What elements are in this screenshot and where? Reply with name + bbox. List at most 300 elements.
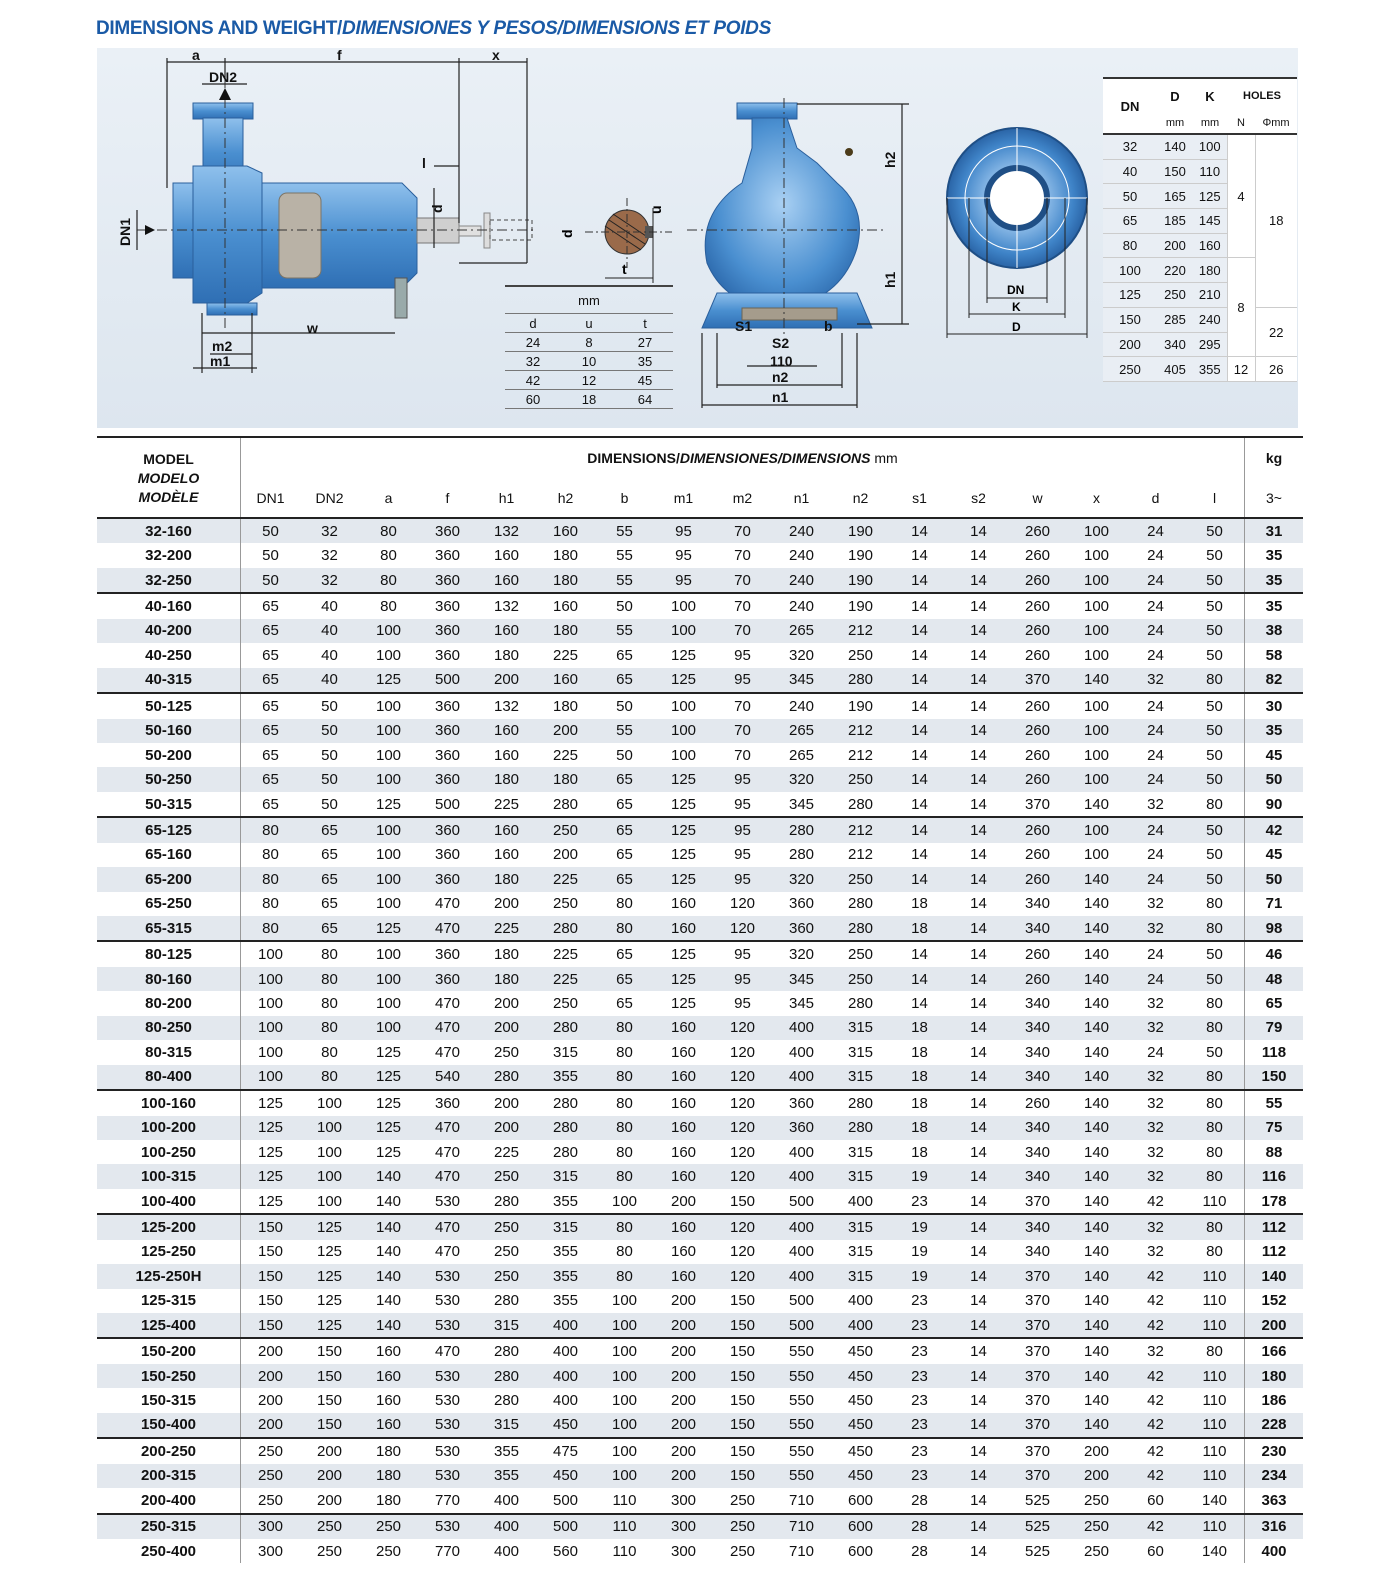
column-header-w: w [1032,489,1043,506]
model-cell: 65-250 [97,892,241,916]
dimension-cell: 125 [654,817,713,842]
table-row [97,1116,1303,1140]
dimension-cell: 280 [477,1065,536,1090]
dimension-cell: 14 [949,1413,1008,1438]
dimension-cell: 260 [1008,1090,1067,1115]
dimension-cell: 65 [616,995,633,1013]
dimension-cell: 360 [772,916,831,941]
label-s2: S2 [772,335,790,351]
flange-cell-dn: 200 [1103,332,1157,357]
dimension-cell: 360 [418,867,477,891]
dimension-cell: 100 [611,1392,638,1410]
weight-cell: 55 [1245,1090,1304,1115]
dimension-cell: 320 [772,767,831,791]
dimension-cell: 360 [418,693,477,718]
dimension-cell: 18 [890,916,949,941]
dimension-cell: 360 [434,547,461,565]
dimension-cell: 190 [831,693,890,718]
model-cell: 65-125 [97,817,241,842]
model-cell: 40-160 [97,593,241,618]
dimension-cell: 500 [788,1192,815,1210]
dimension-cell: 120 [729,1143,756,1161]
dimension-cell: 500 [418,668,477,693]
table-row [97,619,1303,643]
dimension-cell: 32 [1147,995,1164,1013]
dimension-cell: 24 [1126,518,1185,543]
column-header-f: f [445,489,450,506]
dimension-cell: 42 [1126,1438,1185,1463]
table-row [97,1090,1303,1115]
dimension-cell: 340 [1024,1143,1051,1161]
table-row [97,743,1303,767]
dimension-cell: 250 [713,1514,772,1539]
dimension-cell: 710 [788,1491,815,1509]
dimension-cell: 212 [847,846,874,864]
dimensions-group-header: DIMENSIONS/DIMENSIONES/DIMENSIONS mm [241,437,1245,478]
dimension-cell: 14 [949,1090,1008,1115]
dimension-cell: 340 [1024,995,1051,1013]
flange-holes-n: 8 [1227,258,1255,357]
dimension-cell: 315 [847,1143,874,1161]
model-cell: 80-200 [97,991,241,1015]
dimension-cell: 42 [1126,1413,1185,1438]
shaft-dimensions-table [505,285,673,409]
dimension-cell: 140 [1067,1264,1126,1288]
model-cell: 100-250 [97,1140,241,1164]
weight-cell: 200 [1245,1313,1304,1338]
dimension-cell: 65 [321,846,338,864]
dimension-cell: 212 [831,817,890,842]
dimension-cell: 110 [1185,1364,1245,1388]
weight-cell: 30 [1245,693,1304,718]
dimension-cell: 160 [536,518,595,543]
dimension-cell: 280 [477,1364,536,1388]
flange-cell-k: 180 [1193,258,1227,283]
weight-cell: 45 [1245,843,1304,867]
dimension-cell: 80 [595,916,654,941]
dimension-cell: 65 [595,817,654,842]
dimension-cell: 120 [729,895,756,913]
dimension-cell: 100 [1067,568,1126,593]
dimension-cell: 260 [1008,518,1067,543]
dimension-cell: 120 [713,1264,772,1288]
dimension-cell: 250 [729,1542,756,1560]
flange-cell-d: 220 [1157,258,1193,283]
dimension-cell: 450 [831,1364,890,1388]
dimension-cell: 400 [831,1313,890,1338]
dimension-cell: 370 [1008,668,1067,693]
dimension-cell: 280 [536,916,595,941]
dimension-cell: 110 [1185,1313,1245,1338]
dimension-cell: 160 [477,619,536,643]
dimension-cell: 120 [729,1243,756,1261]
dimension-cell: 180 [536,767,595,791]
dimension-cell: 120 [713,1214,772,1239]
dimension-cell: 125 [316,1243,343,1261]
dimension-cell: 140 [1067,668,1126,693]
weight-cell: 45 [1245,743,1304,767]
dimension-cell: 28 [890,1514,949,1539]
dimension-cell: 200 [477,1090,536,1115]
dimension-cell: 80 [595,1214,654,1239]
shaft-cell: 24 [505,333,561,352]
dimension-cell: 132 [477,593,536,618]
dimension-cell: 24 [1147,1043,1164,1061]
weight-cell: 35 [1245,543,1304,567]
model-cell: 50-200 [97,743,241,767]
dimension-cell: 120 [713,1164,772,1188]
dimension-cell: 345 [788,995,815,1013]
dimension-cell: 530 [418,1313,477,1338]
dimension-cell: 80 [1206,995,1223,1013]
model-cell: 125-400 [97,1313,241,1338]
dimension-cell: 100 [316,1143,343,1161]
dimension-cell: 100 [359,767,418,791]
flange-cell-k: 100 [1193,134,1227,159]
table-row [97,867,1303,891]
dimension-cell: 370 [1008,1264,1067,1288]
dimension-cell: 100 [359,867,418,891]
dimension-cell: 50 [241,568,301,593]
dimension-cell: 360 [434,846,461,864]
dimension-cell: 140 [375,1243,402,1261]
model-cell: 50-315 [97,792,241,817]
dimension-cell: 250 [831,867,890,891]
dimension-cell: 250 [831,967,890,991]
dimension-cell: 280 [493,1392,520,1410]
flange-cell-k: 355 [1193,357,1227,382]
dimension-cell: 50 [300,719,359,743]
model-head-en: MODEL [143,451,194,467]
dimension-cell: 19 [911,1243,928,1261]
dimension-cell: 125 [359,668,418,693]
weight-cell: 150 [1245,1065,1304,1090]
dimension-cell: 70 [713,518,772,543]
dimension-cell: 80 [1185,1116,1245,1140]
dimension-cell: 200 [654,1338,713,1363]
column-header-l: l [1212,489,1217,506]
dimension-cell: 400 [772,1164,831,1188]
dimension-cell: 100 [654,619,713,643]
dimension-cell: 250 [1083,1491,1110,1509]
dimension-cell: 150 [729,1392,756,1410]
dimension-cell: 100 [359,941,418,966]
flange-drawing [947,128,1087,338]
dimension-cell: 125 [670,795,697,813]
dimension-cell: 140 [1067,1090,1126,1115]
dimension-cell: 100 [257,1043,284,1061]
dimension-cell: 65 [321,895,338,913]
dimension-cell: 260 [1008,693,1067,718]
weight-cell: 90 [1245,792,1304,817]
dimension-cell: 14 [949,1338,1008,1363]
weight-cell: 152 [1245,1289,1304,1313]
dimension-cell: 100 [375,646,402,664]
dimension-cell: 125 [257,1143,284,1161]
dimension-cell: 14 [949,1464,1008,1488]
dimension-cell: 32 [1147,1143,1164,1161]
dimension-cell: 200 [241,1413,301,1438]
dimension-cell: 80 [1185,916,1245,941]
dimension-cell: 14 [949,1164,1008,1188]
dimension-cell: 80 [595,1116,654,1140]
table-row [97,518,1303,543]
weight-cell: 82 [1245,668,1304,693]
dimension-cell: 140 [375,1292,402,1310]
column-header-d: d [1151,489,1160,506]
dimension-cell: 125 [670,995,697,1013]
table-row [97,1388,1303,1412]
dimension-cell: 340 [1024,1043,1051,1061]
dimension-cell: 24 [1126,593,1185,618]
dimension-cell: 32 [1126,1164,1185,1188]
dimension-cell: 50 [1206,746,1223,764]
dimension-cell: 400 [493,1542,520,1560]
dimension-cell: 190 [831,593,890,618]
dimension-cell: 260 [1024,646,1051,664]
dimension-cell: 65 [595,867,654,891]
dimension-cell: 70 [713,719,772,743]
dimension-cell: 265 [772,719,831,743]
dimension-cell: 65 [616,795,633,813]
dimension-cell: 400 [772,1264,831,1288]
dimension-cell: 125 [300,1214,359,1239]
flange-sub-phi: Φmm [1255,113,1297,134]
dimension-cell: 530 [418,1514,477,1539]
weight-cell: 88 [1245,1140,1304,1164]
dimension-cell: 14 [970,795,987,813]
dimension-cell: 14 [970,1192,987,1210]
dimension-cell: 280 [847,795,874,813]
dimension-cell: 50 [1185,817,1245,842]
dimension-cell: 180 [477,967,536,991]
dimension-cell: 280 [831,916,890,941]
dimension-cell: 14 [949,518,1008,543]
table-row [97,967,1303,991]
pump-front-view [687,98,887,338]
table-row [97,1364,1303,1388]
dimension-cell: 140 [1083,1143,1110,1161]
dimension-cell: 150 [713,1313,772,1338]
model-cell: 32-250 [97,568,241,593]
dimension-cell: 32 [300,518,359,543]
dimension-cell: 140 [1083,1243,1110,1261]
flange-cell-d: 140 [1157,134,1193,159]
dimension-cell: 470 [418,1164,477,1188]
flange-holes-n: 4 [1227,134,1255,258]
weight-cell: 48 [1245,967,1304,991]
model-cell: 250-400 [97,1539,241,1563]
dimension-cell: 280 [831,668,890,693]
flange-header-holes: HOLES [1227,78,1297,113]
dimension-cell: 14 [970,1542,987,1560]
dimension-cell: 50 [1185,719,1245,743]
table-row [97,719,1303,743]
dimension-cell: 80 [1185,1016,1245,1040]
flange-cell-k: 125 [1193,184,1227,209]
dimension-cell: 125 [300,1313,359,1338]
dimension-cell: 370 [1008,1313,1067,1338]
dimension-cell: 100 [375,895,402,913]
dimension-cell: 95 [654,568,713,593]
dimension-cell: 250 [493,1043,520,1061]
dimension-cell: 320 [788,646,815,664]
dimension-cell: 70 [713,693,772,718]
dimension-cell: 95 [713,941,772,966]
dimension-cell: 250 [477,1214,536,1239]
dimension-cell: 100 [316,1192,343,1210]
dimension-cell: 360 [772,1090,831,1115]
dimension-cell: 400 [847,1192,874,1210]
dimension-cell: 14 [949,1016,1008,1040]
shaft-cell: 12 [561,371,617,390]
dimension-cell: 150 [257,1243,284,1261]
dimension-cell: 140 [1067,916,1126,941]
dimension-cell: 500 [772,1313,831,1338]
model-cell: 65-315 [97,916,241,941]
dimension-cell: 95 [654,518,713,543]
dimension-cell: 125 [375,1143,402,1161]
dimension-cell: 42 [1126,1514,1185,1539]
model-cell: 250-315 [97,1514,241,1539]
dimension-cell: 14 [949,1514,1008,1539]
dimension-cell: 240 [788,547,815,565]
flange-sub-d: mm [1157,113,1193,134]
dimension-cell: 200 [552,846,579,864]
dimension-cell: 470 [418,1338,477,1363]
dimension-cell: 14 [890,941,949,966]
dimension-cell: 225 [536,941,595,966]
dimension-cell: 24 [1147,846,1164,864]
dimension-cell: 100 [1067,593,1126,618]
dimension-cell: 32 [321,547,338,565]
model-cell: 125-200 [97,1214,241,1239]
dimension-cell: 450 [831,1338,890,1363]
shaft-cell: 32 [505,352,561,371]
label-u: u [648,205,664,214]
dimension-cell: 125 [241,1116,301,1140]
dimension-cell: 225 [536,967,595,991]
dimension-cell: 50 [262,547,279,565]
dimension-cell: 150 [300,1364,359,1388]
dimension-cell: 340 [1008,1116,1067,1140]
dimension-cell: 24 [1126,568,1185,593]
dimension-cell: 50 [595,693,654,718]
dimension-cell: 180 [359,1464,418,1488]
dimension-cell: 24 [1126,767,1185,791]
dimension-cell: 14 [949,619,1008,643]
table-row [97,1140,1303,1164]
dimension-cell: 500 [788,1292,815,1310]
dimension-cell: 315 [831,1016,890,1040]
model-cell: 80-250 [97,1016,241,1040]
dimension-cell: 95 [713,867,772,891]
dimension-cell: 450 [831,1464,890,1488]
dimension-cell: 50 [300,767,359,791]
dimension-cell: 80 [241,817,301,842]
dimension-cell: 80 [1185,1164,1245,1188]
column-header-m2: m2 [732,489,753,506]
dimension-cell: 200 [300,1438,359,1463]
dimension-cell: 180 [493,646,520,664]
dimension-cell: 355 [536,1264,595,1288]
dimension-cell: 120 [713,1065,772,1090]
dimension-cell: 100 [359,1016,418,1040]
dimension-cell: 470 [418,1016,477,1040]
dimension-cell: 24 [1147,646,1164,664]
dimension-cell: 280 [831,1090,890,1115]
dimension-cell: 28 [911,1542,928,1560]
table-row [97,1289,1303,1313]
dimension-cell: 160 [654,1065,713,1090]
dimension-cell: 65 [595,967,654,991]
dimension-cell: 23 [890,1413,949,1438]
dimension-cell: 80 [616,895,633,913]
flange-holes-phi: 18 [1255,134,1297,307]
model-cell: 125-315 [97,1289,241,1313]
dimension-cell: 340 [1024,1243,1051,1261]
dimension-cell: 225 [493,795,520,813]
dimension-cell: 370 [1024,795,1051,813]
dimension-cell: 550 [772,1338,831,1363]
flange-holes-n: 12 [1227,357,1255,382]
dimension-cell: 24 [1126,719,1185,743]
dimension-cell: 100 [375,746,402,764]
weight-cell: 75 [1245,1116,1304,1140]
dimension-cell: 140 [1067,941,1126,966]
label-d: d [429,204,445,213]
dimension-cell: 300 [241,1514,301,1539]
dimension-cell: 140 [1067,867,1126,891]
column-header-dn1: DN1 [256,489,285,506]
weight-cell: 35 [1245,593,1304,618]
dimension-cell: 450 [536,1413,595,1438]
dimension-cell: 18 [890,1065,949,1090]
dimension-cell: 180 [477,867,536,891]
dimension-cell: 150 [713,1438,772,1463]
dimension-cell: 19 [890,1264,949,1288]
dimension-cell: 42 [1147,1292,1164,1310]
label-flange-d: D [1012,320,1021,334]
dimension-cell: 550 [772,1364,831,1388]
dimension-cell: 400 [772,1065,831,1090]
dimension-cell: 140 [1067,1338,1126,1363]
dimension-cell: 360 [434,746,461,764]
dimension-cell: 360 [418,593,477,618]
table-row [97,1464,1303,1488]
dimension-cell: 315 [831,1065,890,1090]
dimension-cell: 370 [1024,1392,1051,1410]
dimension-cell: 315 [552,1043,579,1061]
dimension-cell: 200 [654,1464,713,1488]
dimension-cell: 14 [911,646,928,664]
shaft-cell: 64 [617,390,673,409]
dimension-cell: 160 [654,1090,713,1115]
dimension-cell: 55 [595,568,654,593]
dimension-cell: 42 [1126,1464,1185,1488]
dimension-cell: 212 [831,719,890,743]
dimension-cell: 200 [477,668,536,693]
dimension-cell: 14 [949,568,1008,593]
model-cell: 32-160 [97,518,241,543]
dimension-cell: 70 [713,619,772,643]
weight-cell: 38 [1245,619,1304,643]
dimension-cell: 280 [536,1116,595,1140]
dimension-cell: 470 [434,995,461,1013]
dimension-cell: 95 [713,817,772,842]
label-m2: m2 [212,338,233,354]
dimension-cell: 14 [890,693,949,718]
